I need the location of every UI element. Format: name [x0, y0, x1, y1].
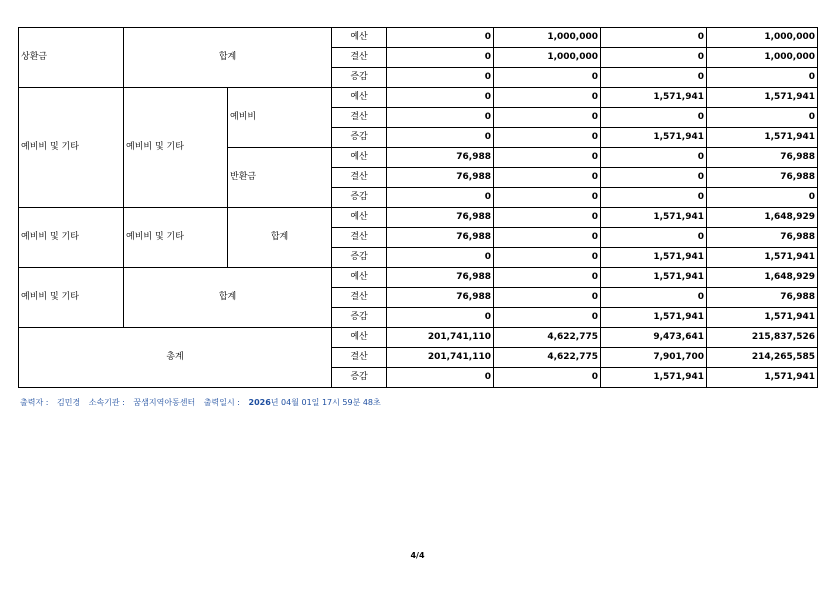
kind-cell: 결산 [332, 168, 387, 188]
grand-total-cell: 총계 [19, 328, 332, 388]
value-cell: 1,571,941 [601, 308, 707, 328]
printer-name: 김민경 [56, 398, 81, 407]
subcategory-cell: 예비비 및 기타 [124, 88, 228, 208]
value-cell: 0 [494, 148, 601, 168]
value-cell: 0 [387, 108, 494, 128]
value-cell: 4,622,775 [494, 328, 601, 348]
value-cell: 0 [601, 228, 707, 248]
category-cell: 예비비 및 기타 [19, 268, 124, 328]
org-label: 소속기관 : [88, 398, 125, 407]
value-cell: 0 [494, 168, 601, 188]
value-cell: 0 [387, 48, 494, 68]
detail-cell: 예비비 [228, 88, 332, 148]
kind-cell: 예산 [332, 328, 387, 348]
category-cell: 예비비 및 기타 [19, 208, 124, 268]
value-cell: 0 [494, 288, 601, 308]
org-name: 꿈샘지역아동센터 [133, 398, 196, 407]
value-cell: 1,000,000 [494, 28, 601, 48]
detail-cell: 합계 [124, 28, 332, 88]
value-cell: 0 [601, 148, 707, 168]
kind-cell: 증감 [332, 248, 387, 268]
value-cell: 0 [601, 28, 707, 48]
value-cell: 0 [387, 188, 494, 208]
value-cell: 0 [601, 48, 707, 68]
value-cell: 1,571,941 [601, 128, 707, 148]
budget-table [18, 27, 818, 388]
page-number: 4/4 [410, 551, 425, 560]
value-cell: 0 [494, 68, 601, 88]
value-cell: 1,571,941 [601, 368, 707, 388]
subcategory-cell: 예비비 및 기타 [124, 208, 228, 268]
value-cell: 0 [387, 248, 494, 268]
value-cell: 76,988 [387, 168, 494, 188]
value-cell: 76,988 [707, 288, 818, 308]
value-cell: 76,988 [387, 288, 494, 308]
value-cell: 76,988 [707, 228, 818, 248]
kind-cell: 결산 [332, 288, 387, 308]
value-cell: 0 [494, 308, 601, 328]
table-row [19, 328, 818, 348]
value-cell: 0 [494, 128, 601, 148]
value-cell: 9,473,641 [601, 328, 707, 348]
value-cell: 76,988 [387, 228, 494, 248]
value-cell: 0 [494, 88, 601, 108]
table-row [19, 268, 818, 288]
kind-cell: 결산 [332, 228, 387, 248]
value-cell: 0 [494, 268, 601, 288]
kind-cell: 증감 [332, 368, 387, 388]
value-cell: 0 [494, 188, 601, 208]
kind-cell: 증감 [332, 308, 387, 328]
table-row [19, 28, 818, 48]
value-cell: 0 [707, 68, 818, 88]
value-cell: 76,988 [707, 168, 818, 188]
value-cell: 1,000,000 [707, 28, 818, 48]
table-row [19, 208, 818, 228]
value-cell: 0 [494, 368, 601, 388]
value-cell: 215,837,526 [707, 328, 818, 348]
value-cell: 7,901,700 [601, 348, 707, 368]
value-cell: 1,571,941 [707, 88, 818, 108]
value-cell: 0 [601, 108, 707, 128]
value-cell: 0 [387, 68, 494, 88]
category-cell: 상환금 [19, 28, 124, 88]
value-cell: 1,648,929 [707, 208, 818, 228]
value-cell: 4,622,775 [494, 348, 601, 368]
print-year: 2026 [248, 398, 271, 407]
kind-cell: 예산 [332, 28, 387, 48]
value-cell: 0 [387, 128, 494, 148]
value-cell: 0 [387, 368, 494, 388]
value-cell: 76,988 [387, 268, 494, 288]
value-cell: 1,000,000 [494, 48, 601, 68]
category-cell: 예비비 및 기타 [19, 88, 124, 208]
kind-cell: 예산 [332, 148, 387, 168]
value-cell: 1,571,941 [707, 128, 818, 148]
value-cell: 0 [494, 248, 601, 268]
kind-cell: 증감 [332, 68, 387, 88]
value-cell: 76,988 [387, 208, 494, 228]
detail-cell: 합계 [124, 268, 332, 328]
value-cell: 0 [494, 228, 601, 248]
value-cell: 0 [494, 208, 601, 228]
kind-cell: 증감 [332, 128, 387, 148]
value-cell: 0 [707, 108, 818, 128]
print-datetime [249, 398, 381, 407]
value-cell: 0 [601, 288, 707, 308]
kind-cell: 결산 [332, 108, 387, 128]
value-cell: 0 [387, 308, 494, 328]
value-cell: 1,571,941 [601, 248, 707, 268]
value-cell: 1,571,941 [601, 268, 707, 288]
value-cell: 0 [387, 28, 494, 48]
value-cell: 76,988 [387, 148, 494, 168]
value-cell: 76,988 [707, 148, 818, 168]
value-cell: 201,741,110 [387, 348, 494, 368]
kind-cell: 결산 [332, 348, 387, 368]
value-cell: 1,571,941 [707, 368, 818, 388]
value-cell: 1,571,941 [601, 208, 707, 228]
table-row [19, 88, 818, 108]
print-info-footer [20, 397, 387, 408]
value-cell: 0 [707, 188, 818, 208]
value-cell: 0 [494, 108, 601, 128]
value-cell: 0 [601, 68, 707, 88]
value-cell: 1,571,941 [707, 308, 818, 328]
value-cell: 214,265,585 [707, 348, 818, 368]
value-cell: 0 [387, 88, 494, 108]
datetime-label: 출력일시 : [203, 398, 240, 407]
kind-cell: 증감 [332, 188, 387, 208]
printer-label: 출력자 : [20, 398, 49, 407]
value-cell: 1,648,929 [707, 268, 818, 288]
kind-cell: 예산 [332, 268, 387, 288]
value-cell: 1,571,941 [707, 248, 818, 268]
kind-cell: 예산 [332, 88, 387, 108]
kind-cell: 예산 [332, 208, 387, 228]
value-cell: 1,571,941 [601, 88, 707, 108]
kind-cell: 결산 [332, 48, 387, 68]
value-cell: 201,741,110 [387, 328, 494, 348]
detail-cell: 합계 [228, 208, 332, 268]
value-cell: 1,000,000 [707, 48, 818, 68]
detail-cell: 반환금 [228, 148, 332, 208]
value-cell: 0 [601, 168, 707, 188]
value-cell: 0 [601, 188, 707, 208]
print-datetime-rest: 년 04월 01일 17시 59분 48초 [270, 398, 381, 407]
